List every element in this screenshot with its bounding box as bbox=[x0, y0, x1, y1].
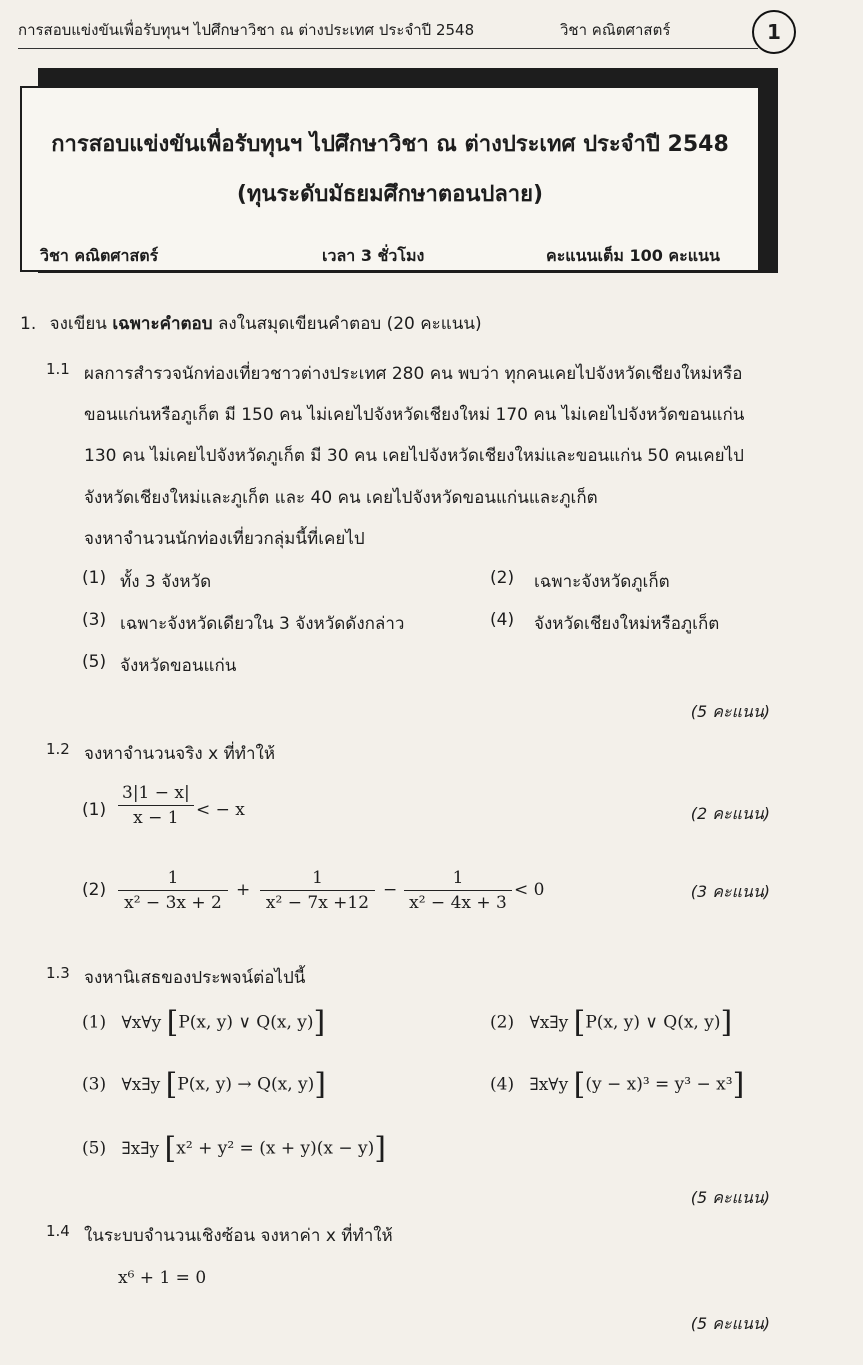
sub-question-number: 1.1 bbox=[46, 360, 70, 378]
option-text: เฉพาะจังหวัดเดียวใน 3 จังหวัดดังกล่าว bbox=[120, 614, 405, 634]
part-number: (1) bbox=[82, 1012, 107, 1033]
part-number: (1) bbox=[82, 800, 107, 820]
sub-question-number: 1.4 bbox=[46, 1222, 70, 1240]
quantifier: ∃x∀y bbox=[529, 1074, 569, 1095]
proposition-item bbox=[490, 1005, 733, 1040]
operator: − bbox=[383, 880, 398, 900]
q13-text: จงหานิเสธของประพจน์ต่อไปนี้ bbox=[84, 968, 306, 988]
inequality-rhs: < 0 bbox=[514, 880, 545, 900]
proposition-item bbox=[490, 1067, 745, 1102]
part-number: (2) bbox=[490, 1012, 515, 1033]
quantifier: ∀x∃y bbox=[121, 1074, 161, 1095]
q11-line: 130 คน ไม่เคยไปจังหวัดภูเก็ต มี 30 คน เคยไปจังหวัดเชียงใหม่และขอนแก่น 50 คนเคยไป bbox=[84, 446, 744, 466]
proposition-body: P(x, y) ∨ Q(x, y) bbox=[585, 1012, 721, 1033]
quantifier: ∀x∃y bbox=[529, 1012, 569, 1033]
box-subject: วิชา คณิตศาสตร์ bbox=[40, 246, 159, 265]
q12-text: จงหาจำนวนจริง x ที่ทำให้ bbox=[84, 744, 276, 764]
marks-label: (5 คะแนน) bbox=[690, 1188, 770, 1207]
quantifier: ∃x∃y bbox=[121, 1138, 160, 1159]
inequality-rhs: < − x bbox=[196, 800, 245, 820]
option-number: (2) bbox=[490, 568, 515, 588]
sub-question-number: 1.3 bbox=[46, 964, 70, 982]
part-number: (4) bbox=[490, 1074, 515, 1095]
right-bracket: ] bbox=[720, 1005, 733, 1040]
proposition-item bbox=[82, 1131, 386, 1166]
question-instruction-post: ลงในสมุดเขียนคำตอบ (20 คะแนน) bbox=[212, 314, 482, 334]
proposition-item bbox=[82, 1005, 326, 1040]
part-number: (3) bbox=[82, 1074, 107, 1095]
option-text: เฉพาะจังหวัดภูเก็ต bbox=[534, 572, 670, 592]
right-bracket: ] bbox=[374, 1131, 386, 1166]
fraction bbox=[260, 868, 375, 913]
proposition-body: x² + y² = (x + y)(x − y) bbox=[176, 1138, 375, 1159]
question-1 bbox=[20, 310, 482, 337]
proposition-body: (y − x)³ = y³ − x³ bbox=[585, 1074, 733, 1095]
fraction bbox=[404, 868, 512, 913]
marks-label: (2 คะแนน) bbox=[690, 804, 770, 823]
quantifier: ∀x∀y bbox=[121, 1012, 162, 1033]
operator: + bbox=[236, 880, 251, 900]
fraction-numerator: 1 bbox=[404, 868, 512, 891]
marks-label: (5 คะแนน) bbox=[690, 702, 770, 721]
fraction-numerator: 3|1 − x| bbox=[118, 783, 194, 806]
sub-question-number: 1.2 bbox=[46, 740, 70, 758]
exam-title: การสอบแข่งขันเพื่อรับทุนฯ ไปศึกษาวิชา ณ ต่างประเทศ ประจำปี 2548 bbox=[51, 132, 729, 157]
marks-label: (5 คะแนน) bbox=[690, 1314, 770, 1333]
right-bracket: ] bbox=[732, 1067, 745, 1102]
fraction-denominator: x − 1 bbox=[133, 808, 179, 828]
box-time: เวลา 3 ชั่วโมง bbox=[322, 246, 425, 265]
option-number: (5) bbox=[82, 652, 107, 672]
exam-subtitle: (ทุนระดับมัธยมศึกษาตอนปลาย) bbox=[236, 182, 544, 207]
question-number: 1. bbox=[20, 314, 37, 334]
left-bracket: [ bbox=[573, 1067, 586, 1102]
q11-line: ผลการสำรวจนักท่องเที่ยวชาวต่างประเทศ 280 คน พบว่า ทุกคนเคยไปจังหวัดเชียงใหม่หรือ bbox=[84, 364, 743, 384]
left-bracket: [ bbox=[166, 1005, 179, 1040]
option-text: ทั้ง 3 จังหวัด bbox=[120, 572, 212, 592]
equation: x⁶ + 1 = 0 bbox=[118, 1268, 207, 1288]
left-bracket: [ bbox=[165, 1067, 178, 1102]
option-number: (3) bbox=[82, 610, 107, 630]
fraction bbox=[118, 783, 194, 828]
q11-line: จงหาจำนวนนักท่องเที่ยวกลุ่มนี้ที่เคยไป bbox=[84, 529, 365, 549]
running-header-subject: วิชา คณิตศาสตร์ bbox=[560, 21, 671, 39]
left-bracket: [ bbox=[573, 1005, 586, 1040]
fraction-denominator: x² − 3x + 2 bbox=[124, 893, 222, 913]
box-score: คะแนนเต็ม 100 คะแนน bbox=[546, 246, 720, 265]
q11-line: ขอนแก่นหรือภูเก็ต มี 150 คน ไม่เคยไปจังหวัดเชียงใหม่ 170 คน ไม่เคยไปจังหวัดขอนแก่น bbox=[84, 405, 745, 425]
option-number: (4) bbox=[490, 610, 515, 630]
option-text: จังหวัดขอนแก่น bbox=[120, 656, 237, 676]
fraction-denominator: x² − 4x + 3 bbox=[409, 893, 507, 913]
part-number: (2) bbox=[82, 880, 107, 900]
option-text: จังหวัดเชียงใหม่หรือภูเก็ต bbox=[534, 614, 720, 634]
marks-label: (3 คะแนน) bbox=[690, 882, 770, 901]
running-header: การสอบแข่งขันเพื่อรับทุนฯ ไปศึกษาวิชา ณ ต่างประเทศ ประจำปี 2548 bbox=[18, 21, 475, 39]
proposition-item bbox=[82, 1067, 326, 1102]
left-bracket: [ bbox=[164, 1131, 177, 1166]
right-bracket: ] bbox=[313, 1005, 326, 1040]
fraction-numerator: 1 bbox=[260, 868, 375, 891]
right-bracket: ] bbox=[314, 1067, 326, 1102]
part-number: (5) bbox=[82, 1138, 107, 1159]
fraction-numerator: 1 bbox=[118, 868, 228, 891]
fraction bbox=[118, 868, 228, 913]
option-number: (1) bbox=[82, 568, 107, 588]
question-instruction-bold: เฉพาะคำตอบ bbox=[112, 314, 213, 334]
header-rule bbox=[18, 48, 758, 49]
proposition-body: P(x, y) → Q(x, y) bbox=[177, 1074, 315, 1095]
q14-text: ในระบบจำนวนเชิงซ้อน จงหาค่า x ที่ทำให้ bbox=[84, 1226, 393, 1246]
fraction-denominator: x² − 7x +12 bbox=[265, 893, 370, 913]
question-instruction-pre: จงเขียน bbox=[49, 314, 113, 334]
proposition-body: P(x, y) ∨ Q(x, y) bbox=[178, 1012, 314, 1033]
page-number: 1 bbox=[752, 10, 796, 54]
q11-line: จังหวัดเชียงใหม่และภูเก็ต และ 40 คน เคยไปจังหวัดขอนแก่นและภูเก็ต bbox=[84, 488, 598, 508]
